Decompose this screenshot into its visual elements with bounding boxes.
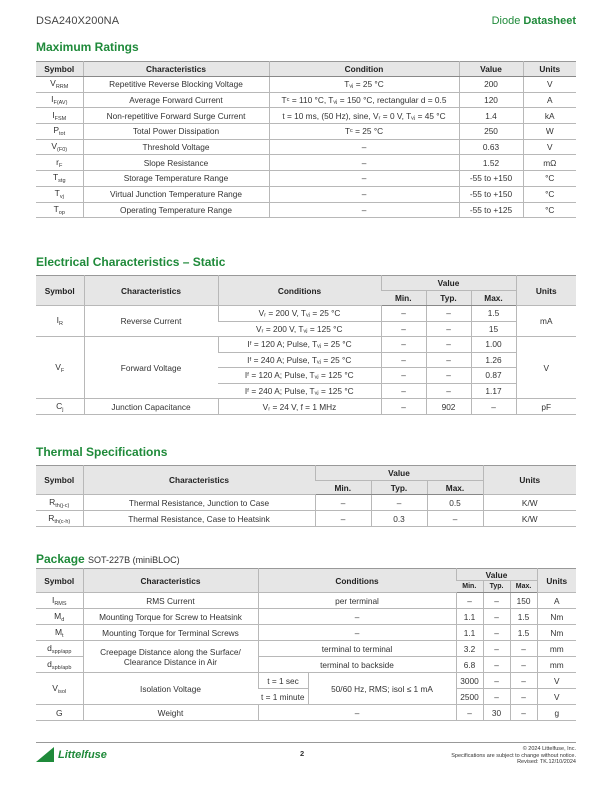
- condition-cell: Iᶠ = 240 A; Pulse, Tᵥⱼ = 125 °C: [218, 383, 381, 399]
- typ-cell: –: [483, 657, 510, 673]
- logo-text: Littelfuse: [58, 748, 107, 761]
- min-cell: –: [381, 399, 426, 415]
- min-cell: 3.2: [456, 641, 483, 657]
- min-cell: 2500: [456, 689, 483, 705]
- characteristic-cell: Slope Resistance: [83, 155, 269, 171]
- max-cell: –: [510, 689, 537, 705]
- typ-cell: –: [426, 383, 471, 399]
- typ-cell: –: [483, 625, 510, 641]
- table-row: [36, 155, 576, 171]
- static-table: [36, 275, 576, 415]
- col-header-min: Min.: [381, 291, 426, 306]
- unit-cell: mA: [516, 306, 576, 337]
- unit-cell: A: [523, 92, 576, 108]
- value-cell: -55 to +150: [459, 186, 523, 202]
- table-row: [36, 399, 576, 415]
- symbol-cell: $I_{F(AV)}$: [36, 92, 83, 108]
- thermal-title: Thermal Specifications: [36, 445, 168, 459]
- col-header-min: Min.: [456, 581, 483, 593]
- col-header-value: Value: [456, 569, 537, 581]
- unit-cell: V: [523, 139, 576, 155]
- table-row: [36, 202, 576, 218]
- col-header-typ: Typ.: [371, 481, 427, 495]
- symbol-cell: $V_{(F0)}$: [36, 139, 83, 155]
- col-header-typ: Typ.: [426, 291, 471, 306]
- characteristic-cell: Junction Capacitance: [84, 399, 218, 415]
- min-cell: 6.8: [456, 657, 483, 673]
- max-cell: 1.00: [471, 337, 516, 353]
- symbol-cell: $R_{th(j-c)}$: [36, 495, 83, 511]
- time-cell: t = 1 minute: [258, 689, 308, 705]
- unit-cell: K/W: [483, 495, 576, 511]
- value-cell: -55 to +150: [459, 171, 523, 187]
- max-cell: 150: [510, 593, 537, 609]
- min-cell: –: [381, 306, 426, 322]
- col-header-min: Min.: [315, 481, 371, 495]
- table-row: [36, 108, 576, 124]
- col-header-units: Units: [516, 276, 576, 306]
- symbol-cell: $T_{op}$: [36, 202, 83, 218]
- table-row: [36, 641, 576, 657]
- package-title: [36, 552, 180, 566]
- table-row: [36, 625, 576, 641]
- thermal-table: [36, 465, 576, 527]
- typ-cell: 30: [483, 705, 510, 721]
- typ-cell: 0.3: [371, 511, 427, 527]
- characteristic-cell: Mounting Torque for Screw to Heatsink: [83, 609, 258, 625]
- table-row: [36, 186, 576, 202]
- table-row: [36, 306, 576, 322]
- document-type: [492, 15, 576, 27]
- max-cell: –: [427, 511, 483, 527]
- symbol-cell: $M_t$: [36, 625, 83, 641]
- characteristic-cell: Reverse Current: [84, 306, 218, 337]
- symbol-cell: $r_F$: [36, 155, 83, 171]
- col-header-max: Max.: [427, 481, 483, 495]
- condition-cell: Iᶠ = 120 A; Pulse, Tᵥⱼ = 25 °C: [218, 337, 381, 353]
- unit-cell: W: [523, 124, 576, 140]
- table-row: [36, 673, 576, 689]
- characteristic-cell: Virtual Junction Temperature Range: [83, 186, 269, 202]
- min-cell: 1.1: [456, 609, 483, 625]
- col-header-value: Value: [459, 62, 523, 77]
- min-cell: –: [381, 383, 426, 399]
- unit-cell: kA: [523, 108, 576, 124]
- characteristic-cell: Repetitive Reverse Blocking Voltage: [83, 77, 269, 93]
- symbol-cell: $I_R$: [36, 306, 84, 337]
- symbol-cell: $d_{spb/apb}$: [36, 657, 83, 673]
- symbol-cell: $I_{FSM}$: [36, 108, 83, 124]
- unit-cell: A: [537, 593, 576, 609]
- min-cell: –: [381, 337, 426, 353]
- col-header-characteristics: Characteristics: [84, 276, 218, 306]
- characteristic-cell: Total Power Dissipation: [83, 124, 269, 140]
- characteristic-cell: Threshold Voltage: [83, 139, 269, 155]
- col-header-symbol: Symbol: [36, 569, 83, 593]
- max-cell: –: [510, 705, 537, 721]
- col-header-typ: Typ.: [483, 581, 510, 593]
- table-row: [36, 337, 576, 353]
- col-header-max: Max.: [510, 581, 537, 593]
- condition-cell: terminal to terminal: [258, 641, 456, 657]
- typ-cell: –: [426, 337, 471, 353]
- condition-cell: –: [258, 705, 456, 721]
- max-cell: 0.5: [427, 495, 483, 511]
- characteristic-cell: Mounting Torque for Terminal Screws: [83, 625, 258, 641]
- typ-cell: –: [483, 689, 510, 705]
- typ-cell: 902: [426, 399, 471, 415]
- typ-cell: –: [426, 368, 471, 384]
- symbol-cell: $V_{RRM}$: [36, 77, 83, 93]
- table-row: [36, 511, 576, 527]
- table-row: [36, 139, 576, 155]
- characteristic-cell: Storage Temperature Range: [83, 171, 269, 187]
- condition-cell: 50/60 Hz, RMS; isol ≤ 1 mA: [308, 673, 456, 705]
- symbol-cell: $I_{RMS}$: [36, 593, 83, 609]
- col-header-value: Value: [381, 276, 516, 291]
- characteristic-cell: Creepage Distance along the Surface/ Clearance Distance in Air: [83, 641, 258, 673]
- unit-cell: V: [537, 689, 576, 705]
- symbol-cell: $R_{th(c-h)}$: [36, 511, 83, 527]
- condition-cell: –: [269, 202, 459, 218]
- characteristic-cell: Operating Temperature Range: [83, 202, 269, 218]
- condition-cell: Tᵥⱼ = 25 °C: [269, 77, 459, 93]
- symbol-cell: $M_d$: [36, 609, 83, 625]
- col-header-units: Units: [523, 62, 576, 77]
- table-row: [36, 495, 576, 511]
- unit-cell: g: [537, 705, 576, 721]
- min-cell: –: [381, 368, 426, 384]
- table-row: [36, 77, 576, 93]
- symbol-cell: $T_{vj}$: [36, 186, 83, 202]
- max-cell: –: [510, 641, 537, 657]
- unit-cell: V: [516, 337, 576, 399]
- time-cell: t = 1 sec: [258, 673, 308, 689]
- characteristic-cell: Forward Voltage: [84, 337, 218, 399]
- characteristic-cell: Thermal Resistance, Junction to Case: [83, 495, 315, 511]
- max-ratings-table: [36, 61, 576, 218]
- col-header-symbol: Symbol: [36, 276, 84, 306]
- doc-type-prefix: Diode: [491, 15, 521, 27]
- max-cell: 1.17: [471, 383, 516, 399]
- characteristic-cell: Weight: [83, 705, 258, 721]
- condition-cell: Iᶠ = 120 A; Pulse, Tᵥⱼ = 125 °C: [218, 368, 381, 384]
- col-header-conditions: Conditions: [218, 276, 381, 306]
- condition-cell: Iᶠ = 240 A; Pulse, Tᵥⱼ = 25 °C: [218, 352, 381, 368]
- typ-cell: –: [483, 593, 510, 609]
- static-title: Electrical Characteristics – Static: [36, 255, 226, 269]
- unit-cell: °C: [523, 171, 576, 187]
- table-row: [36, 705, 576, 721]
- unit-cell: Nm: [537, 609, 576, 625]
- max-cell: 1.5: [510, 625, 537, 641]
- symbol-cell: $d_{spp/app}$: [36, 641, 83, 657]
- condition-cell: –: [269, 155, 459, 171]
- unit-cell: °C: [523, 186, 576, 202]
- value-cell: 0.63: [459, 139, 523, 155]
- condition-cell: –: [269, 171, 459, 187]
- typ-cell: –: [371, 495, 427, 511]
- min-cell: –: [315, 495, 371, 511]
- value-cell: -55 to +125: [459, 202, 523, 218]
- unit-cell: K/W: [483, 511, 576, 527]
- col-header-characteristics: Characteristics: [83, 466, 315, 495]
- characteristic-cell: Isolation Voltage: [83, 673, 258, 705]
- col-header-symbol: Symbol: [36, 62, 83, 77]
- max-cell: 15: [471, 321, 516, 337]
- min-cell: –: [381, 321, 426, 337]
- symbol-cell: $P_{tot}$: [36, 124, 83, 140]
- max-cell: –: [510, 657, 537, 673]
- condition-cell: –: [258, 609, 456, 625]
- max-cell: 1.26: [471, 352, 516, 368]
- footer-divider: [36, 742, 576, 743]
- condition-cell: Vᵣ = 24 V, f = 1 MHz: [218, 399, 381, 415]
- package-subtitle: SOT-227B (miniBLOC): [88, 555, 180, 565]
- typ-cell: –: [483, 673, 510, 689]
- max-cell: 1.5: [510, 609, 537, 625]
- unit-cell: mm: [537, 641, 576, 657]
- value-cell: 1.52: [459, 155, 523, 171]
- condition-cell: t = 10 ms, (50 Hz), sine, Vᵣ = 0 V, Tᵥⱼ = 45 °C: [269, 108, 459, 124]
- unit-cell: mΩ: [523, 155, 576, 171]
- col-header-value: Value: [315, 466, 483, 481]
- max-ratings-title: Maximum Ratings: [36, 40, 139, 54]
- table-row: [36, 593, 576, 609]
- page-number: 2: [300, 749, 305, 758]
- col-header-units: Units: [537, 569, 576, 593]
- footer-notes: [451, 746, 576, 766]
- package-title-text: Package: [36, 552, 85, 566]
- characteristic-cell: Thermal Resistance, Case to Heatsink: [83, 511, 315, 527]
- characteristic-cell: Non-repetitive Forward Surge Current: [83, 108, 269, 124]
- unit-cell: mm: [537, 657, 576, 673]
- condition-cell: –: [269, 139, 459, 155]
- col-header-max: Max.: [471, 291, 516, 306]
- typ-cell: –: [426, 352, 471, 368]
- typ-cell: –: [426, 306, 471, 322]
- condition-cell: Tᶜ = 25 °C: [269, 124, 459, 140]
- symbol-cell: $V_{isol}$: [36, 673, 83, 705]
- table-row: [36, 92, 576, 108]
- copyright: © 2024 Littelfuse, Inc.: [522, 746, 576, 752]
- max-cell: –: [510, 673, 537, 689]
- symbol-cell: $C_j$: [36, 399, 84, 415]
- min-cell: –: [315, 511, 371, 527]
- table-row: [36, 609, 576, 625]
- unit-cell: °C: [523, 202, 576, 218]
- unit-cell: V: [537, 673, 576, 689]
- characteristic-cell: RMS Current: [83, 593, 258, 609]
- logo-mark-icon: [36, 747, 54, 762]
- max-cell: –: [471, 399, 516, 415]
- symbol-cell: $V_F$: [36, 337, 84, 399]
- unit-cell: pF: [516, 399, 576, 415]
- part-number: DSA240X200NA: [36, 15, 120, 27]
- min-cell: –: [381, 352, 426, 368]
- col-header-units: Units: [483, 466, 576, 495]
- col-header-characteristics: Characteristics: [83, 569, 258, 593]
- littelfuse-logo[interactable]: [36, 747, 107, 762]
- value-cell: 120: [459, 92, 523, 108]
- characteristic-cell: Average Forward Current: [83, 92, 269, 108]
- condition-cell: –: [258, 625, 456, 641]
- col-header-condition: Condition: [269, 62, 459, 77]
- change-notice: Specifications are subject to change without notice.: [451, 752, 576, 759]
- min-cell: 1.1: [456, 625, 483, 641]
- max-cell: 1.5: [471, 306, 516, 322]
- condition-cell: –: [269, 186, 459, 202]
- table-row: [36, 124, 576, 140]
- max-cell: 0.87: [471, 368, 516, 384]
- typ-cell: –: [483, 641, 510, 657]
- condition-cell: per terminal: [258, 593, 456, 609]
- condition-cell: Vᵣ = 200 V, Tᵥⱼ = 25 °C: [218, 306, 381, 322]
- condition-cell: terminal to backside: [258, 657, 456, 673]
- min-cell: 3000: [456, 673, 483, 689]
- package-table: [36, 568, 576, 721]
- condition-cell: Tᶜ = 110 °C, Tᵥⱼ = 150 °C, rectangular d = 0.5: [269, 92, 459, 108]
- col-header-characteristics: Characteristics: [83, 62, 269, 77]
- col-header-conditions: Conditions: [258, 569, 456, 593]
- doc-type-label: Datasheet: [523, 15, 576, 27]
- revision: Revised: TK.12/10/2024: [517, 759, 576, 765]
- unit-cell: Nm: [537, 625, 576, 641]
- value-cell: 250: [459, 124, 523, 140]
- value-cell: 1.4: [459, 108, 523, 124]
- unit-cell: V: [523, 77, 576, 93]
- typ-cell: –: [483, 609, 510, 625]
- symbol-cell: $T_{stg}$: [36, 171, 83, 187]
- table-row: [36, 171, 576, 187]
- col-header-symbol: Symbol: [36, 466, 83, 495]
- condition-cell: Vᵣ = 200 V, Tᵥⱼ = 125 °C: [218, 321, 381, 337]
- min-cell: –: [456, 705, 483, 721]
- min-cell: –: [456, 593, 483, 609]
- value-cell: 200: [459, 77, 523, 93]
- symbol-cell: G: [36, 705, 83, 721]
- typ-cell: –: [426, 321, 471, 337]
